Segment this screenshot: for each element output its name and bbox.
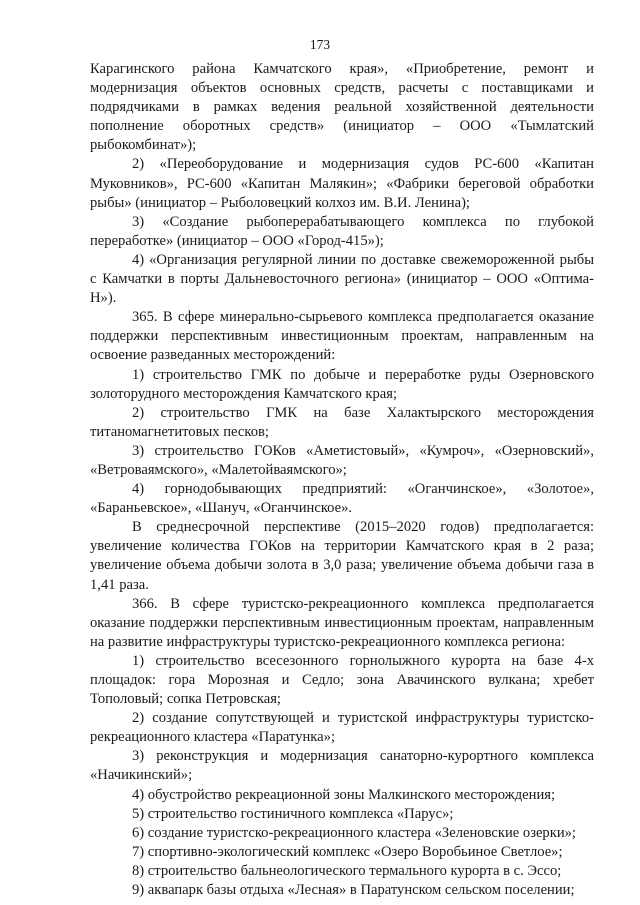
paragraph: 3) «Создание рыбоперерабатывающего комплекса по глубокой переработке» (инициатор – ООО «Город-415»); bbox=[90, 213, 594, 249]
paragraph: 2) «Переоборудование и модернизация судов РС-600 «Капитан Муковников», РС-600 «Капитан Малякин»; «Фабрики береговой обработки рыбы» (инициатор – Рыболовецкий колхоз им. В.И. Ленина); bbox=[90, 156, 594, 211]
paragraph: 4) «Организация регулярной линии по доставке свежемороженной рыбы с Камчатки в порты Дальневосточного региона» (инициатор – ООО «Оптима-Н»). bbox=[90, 251, 594, 307]
paragraph: 3) строительство ГОКов «Аметистовый», «Кумроч», «Озерновский», «Ветроваямского», «Малетойваямского»; bbox=[90, 442, 594, 478]
page-number: 173 bbox=[309, 37, 331, 52]
paragraph: 6) создание туристско-рекреационного кластера «Зеленовские озерки»; bbox=[132, 824, 576, 841]
paragraph: 7) спортивно-экологический комплекс «Озеро Воробьиное Светлое»; bbox=[132, 843, 563, 860]
paragraph: 2) создание сопутствующей и туристской инфраструктуры туристско-рекреационного кластера «Паратунка»; bbox=[90, 710, 594, 746]
document-body bbox=[90, 60, 594, 900]
paragraph: В среднесрочной перспективе (2015–2020 годов) предполагается: увеличение количества ГОКов на территории Камчатского края в 2 раза; увеличение объема добычи золота в 3,0 раза; увеличение объема добычи газа в 1,41 раза. bbox=[90, 519, 594, 593]
paragraph: 3) реконструкция и модернизация санаторно-курортного комплекса «Начикинский»; bbox=[90, 748, 594, 784]
paragraph: 2) строительство ГМК на базе Халактырского месторождения титаномагнетитовых песков; bbox=[90, 404, 594, 440]
paragraph: 4) горнодобывающих предприятий: «Оганчинское», «Золотое», «Бараньевское», «Шануч, «Оганчинское». bbox=[90, 481, 594, 517]
paragraph: 1) строительство ГМК по добыче и переработке руды Озерновского золоторудного месторождения Камчатского края; bbox=[90, 366, 594, 402]
paragraph: 366. В сфере туристско-рекреационного комплекса предполагается оказание поддержки перспективным инвестиционным проектам, направленным на развитие инфраструктуры туристско-рекреационного комплекса региона: bbox=[90, 595, 594, 650]
paragraph: 1) строительство всесезонного горнолыжного курорта на базе 4-х площадок: гора Морозная и Седло; зона Авачинского вулкана; хребет Тополовый; сопка Петровская; bbox=[90, 652, 594, 708]
paragraph: 9) аквапарк базы отдыха «Лесная» в Паратунском сельском поселении; bbox=[132, 882, 575, 899]
paragraph: 8) строительство бальнеологического термального курорта в с. Эссо; bbox=[132, 862, 562, 879]
paragraph: Карагинского района Камчатского края», «Приобретение, ремонт и модернизация объектов основных средств, расчеты с поставщиками и подрядчиками в рамках ведения реальной хозяйственной деятельности пополнение оборотных средств» (инициатор – ООО «Тымлатский рыбокомбинат»); bbox=[90, 61, 594, 154]
paragraph: 5) строительство гостиничного комплекса «Парус»; bbox=[132, 805, 454, 822]
paragraph: 365. В сфере минерально-сырьевого комплекса предполагается оказание поддержки перспективным инвестиционным проектам, направленным на освоение разведанных месторождений: bbox=[90, 309, 594, 364]
paragraph: 4) обустройство рекреационной зоны Малкинского месторождения; bbox=[132, 786, 556, 803]
